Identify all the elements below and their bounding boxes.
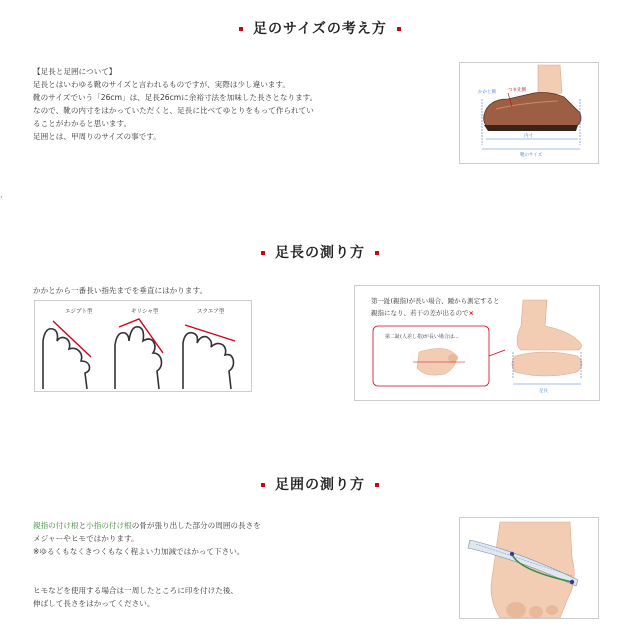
stray-mark: · [0,193,3,202]
text-span: の骨が張り出した部分の周囲の長さを [131,521,261,530]
section-title-text: 足長の測り方 [275,245,365,261]
text-line: メジャーやヒモではかります。 [33,534,139,543]
foot-types-illustration [35,301,251,391]
shoe-foot-illustration [460,63,598,163]
text-span: と [78,521,87,530]
title-square-right-icon [397,27,401,31]
foot-type-label: スクエア型 [197,309,225,315]
label-inner: 内寸 [524,134,533,139]
section-title-text: 足囲の測り方 [275,477,365,493]
shoe-size-figure [459,62,599,164]
foot-type-label: ギリシャ型 [131,309,159,315]
foot-length-illustration [355,286,599,400]
text-line: ヒモなどを使用する場合は一周したところに印を付けた後、 [33,586,239,595]
text-line: 足囲とは、甲周りのサイズの事です。 [33,132,161,141]
text-line: ※ゆるくもなくきつくもなく程よい力加減ではかって下さい。 [33,547,245,556]
text-line: 伸ばして長さをはかってください。 [33,599,155,608]
x-mark-icon: × [468,309,474,317]
foot-size-description [33,65,317,143]
foot-type-figure [34,300,252,392]
highlight-big-toe-base: 親指の付け根 [33,521,79,530]
foot-length-label: 足長 [539,389,548,394]
label-heel: かかと側 [478,90,496,95]
section-title-foot-size [0,18,640,38]
greek-foot-icon [115,307,163,389]
text-line: ることがわかると思います。 [33,119,132,128]
text-line: 足長とはいわゆる靴のサイズと言われるものですが、実際は少し違います。 [33,80,290,89]
note-text: 親指になり、若干の差が出るので [371,309,469,317]
title-square-left-icon [261,251,265,255]
section-title-foot-girth [0,474,640,494]
foot-girth-figure [459,517,599,619]
label-shoe-size: 靴のサイズ [520,153,543,158]
foot-type-label: エジプト型 [65,309,93,315]
section-title-text: 足のサイズの考え方 [253,21,387,37]
text-line: 靴のサイズでいう「26cm」は、足長26cmに余裕寸法を加味した長さとなります。 [33,93,318,102]
long-toe-note-line1: 第一趾(親指)が長い場合、踵から測定すると [371,297,500,305]
egyptian-foot-icon [43,307,93,389]
text-line: なので、靴の内寸をはかっていただくと、足長に比べてゆとりをもって作られてい [33,106,314,115]
title-square-left-icon [261,483,265,487]
foot-girth-illustration [460,518,598,618]
title-square-right-icon [375,251,379,255]
highlight-little-toe-base: 小指の付け根 [86,521,132,530]
square-foot-icon [183,307,235,389]
text-line: 【足長と足囲について】 [33,67,117,76]
title-square-right-icon [375,483,379,487]
foot-length-measure-figure [354,285,600,401]
foot-length-lead: かかとから一番長い指先までを垂直にはかります。 [33,286,208,295]
foot-girth-description [33,519,261,610]
text-line [33,519,261,532]
callout-text: 第二趾(人差し指)が長い場合は… [385,334,459,340]
title-square-left-icon [239,27,243,31]
label-toe: つま先側 [508,88,526,93]
section-title-foot-length [0,242,640,262]
